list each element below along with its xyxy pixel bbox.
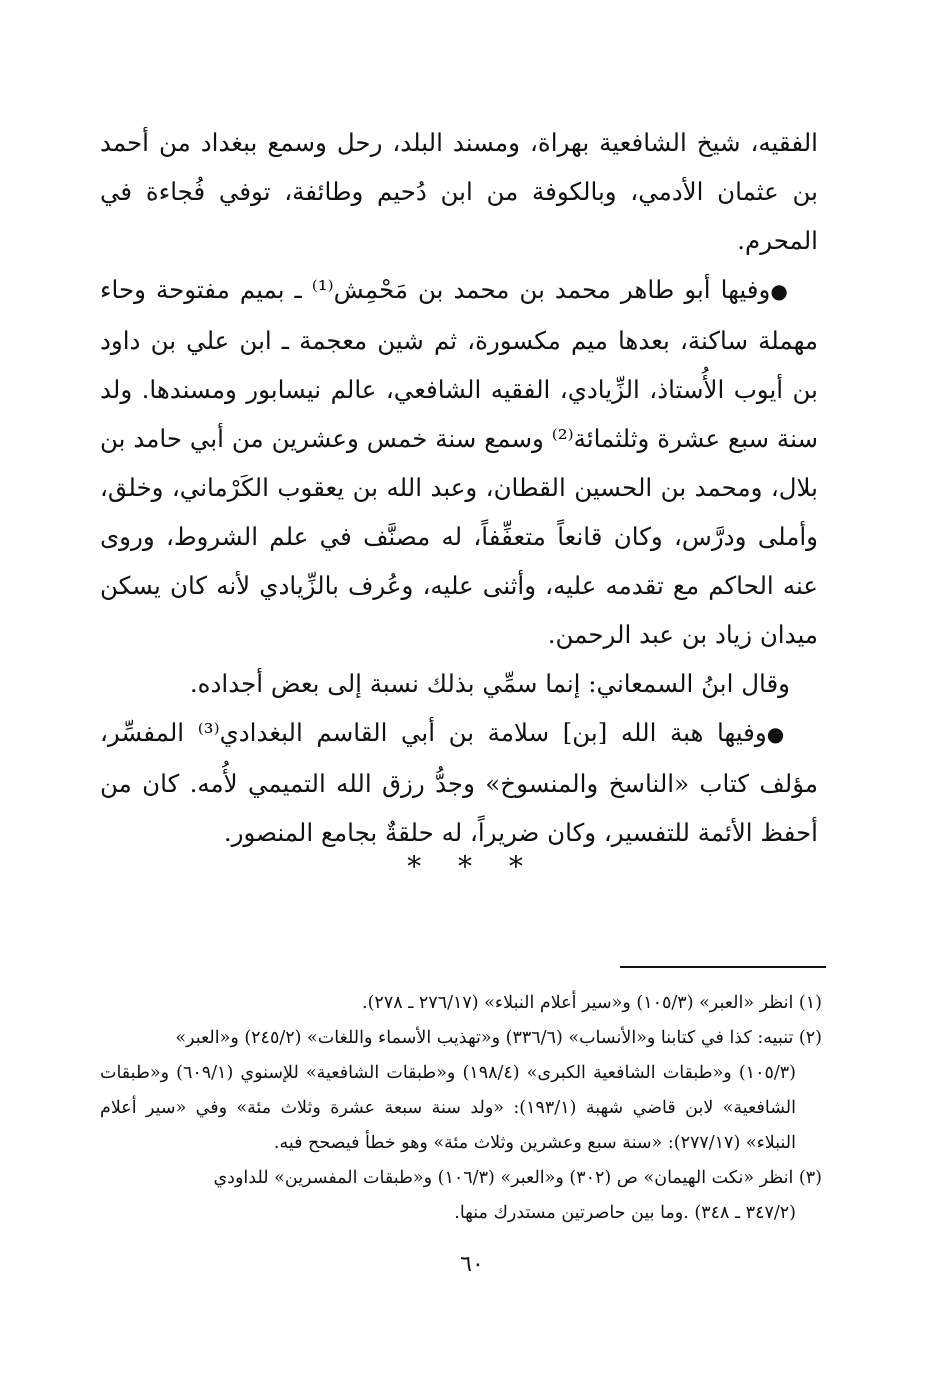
footnote-divider [620, 966, 826, 968]
footnote-3: (٣) انظر «نكت الهيمان» ص (٣٠٢) و«العبر» (١٠٦/٣) و«طبقات المفسرين» للداودي [213, 1168, 822, 1188]
quote-ibn-samani: وقال ابنُ السمعاني: إنما سمِّي بذلك نسبة إلى بعض أجداده. [189, 669, 790, 698]
main-text [100, 118, 818, 857]
footnote-3-continuation: (٣٤٧/٢ ـ ٣٤٨) .وما بين حاصرتين مستدرك منها. [454, 1203, 796, 1223]
entry-abu-tahir [100, 265, 818, 659]
paragraph-continuation: الفقيه، شيخ الشافعية بهراة، ومسند البلد، رحل وسمع ببغداد من أحمد بن عثمان الأدمي، وبالكوفة من ابن دُحيم وطائفة، توفي فُجاءة في المحرم. [100, 128, 818, 255]
entry-text: وفيها هبة الله [بن] سلامة بن أبي القاسم البغدادي⁽³⁾ المفسِّر، مؤلف كتاب «الناسخ والمنسوخ» وجدُّ رزق الله التميمي لأُمه. كان من أحفظ الأئمة للتفسير، وكان ضريراً، له حلقةٌ بجامع المنصور. [100, 718, 818, 847]
footnotes [100, 986, 822, 1231]
footnote-2-continuation: (١٠٥/٣) و«طبقات الشافعية الكبرى» (١٩٨/٤) و«طبقات الشافعية» للإسنوي (٦٠٩/١) و«طبقات الشافعية» لابن قاضي شهبة (١٩٣/١): «ولد سنة سبعة عشرة وثلاث مئة» وفي «سير أعلام النبلاء» (٢٧٧/١٧): «سنة سبع وعشرين وثلاث مئة» وهو خطأ فيصحح فيه. [100, 1063, 796, 1153]
footnote-2: (٢) تنبيه: كذا في كتابنا و«الأنساب» (٣٣٦/٦) و«تهذيب الأسماء واللغات» (٢٤٥/٢) و«العبر» [175, 1028, 822, 1048]
section-separator: * * * [407, 850, 537, 883]
page-number: ٦٠ [460, 1252, 484, 1277]
footnote-1: (١) انظر «العبر» (١٠٥/٣) و«سير أعلام النبلاء» (٢٧٦/١٧ ـ ٢٧٨). [362, 993, 822, 1013]
entry-text: وفيها أبو طاهر محمد بن محمد بن مَحْمِش⁽¹⁾ ـ بميم مفتوحة وحاء مهملة ساكنة، بعدها ميم مكسورة، ثم شين معجمة ـ ابن علي بن داود بن أيوب الأُستاذ، الزِّيادي، الفقيه الشافعي، عالم نيسابور ومسندها. ولد سنة سبع عشرة وثلثمائة⁽²⁾ وسمع سنة خمس وعشرين من أبي حامد بن بلال، ومحمد بن الحسين القطان، وعبد الله بن يعقوب الكَرْماني، وخلق، وأملى ودرَّس، وكان قانعاً متعفِّفاً، له مصنَّف في علم الشروط، وروى عنه الحاكم مع تقدمه عليه، وأثنى عليه، وعُرف بالزِّيادي لأنه كان يسكن ميدان زياد بن عبد الرحمن. [100, 275, 818, 649]
bullet-icon: ● [766, 722, 790, 746]
bullet-icon: ● [770, 279, 790, 303]
entry-hibat-allah [100, 708, 818, 857]
